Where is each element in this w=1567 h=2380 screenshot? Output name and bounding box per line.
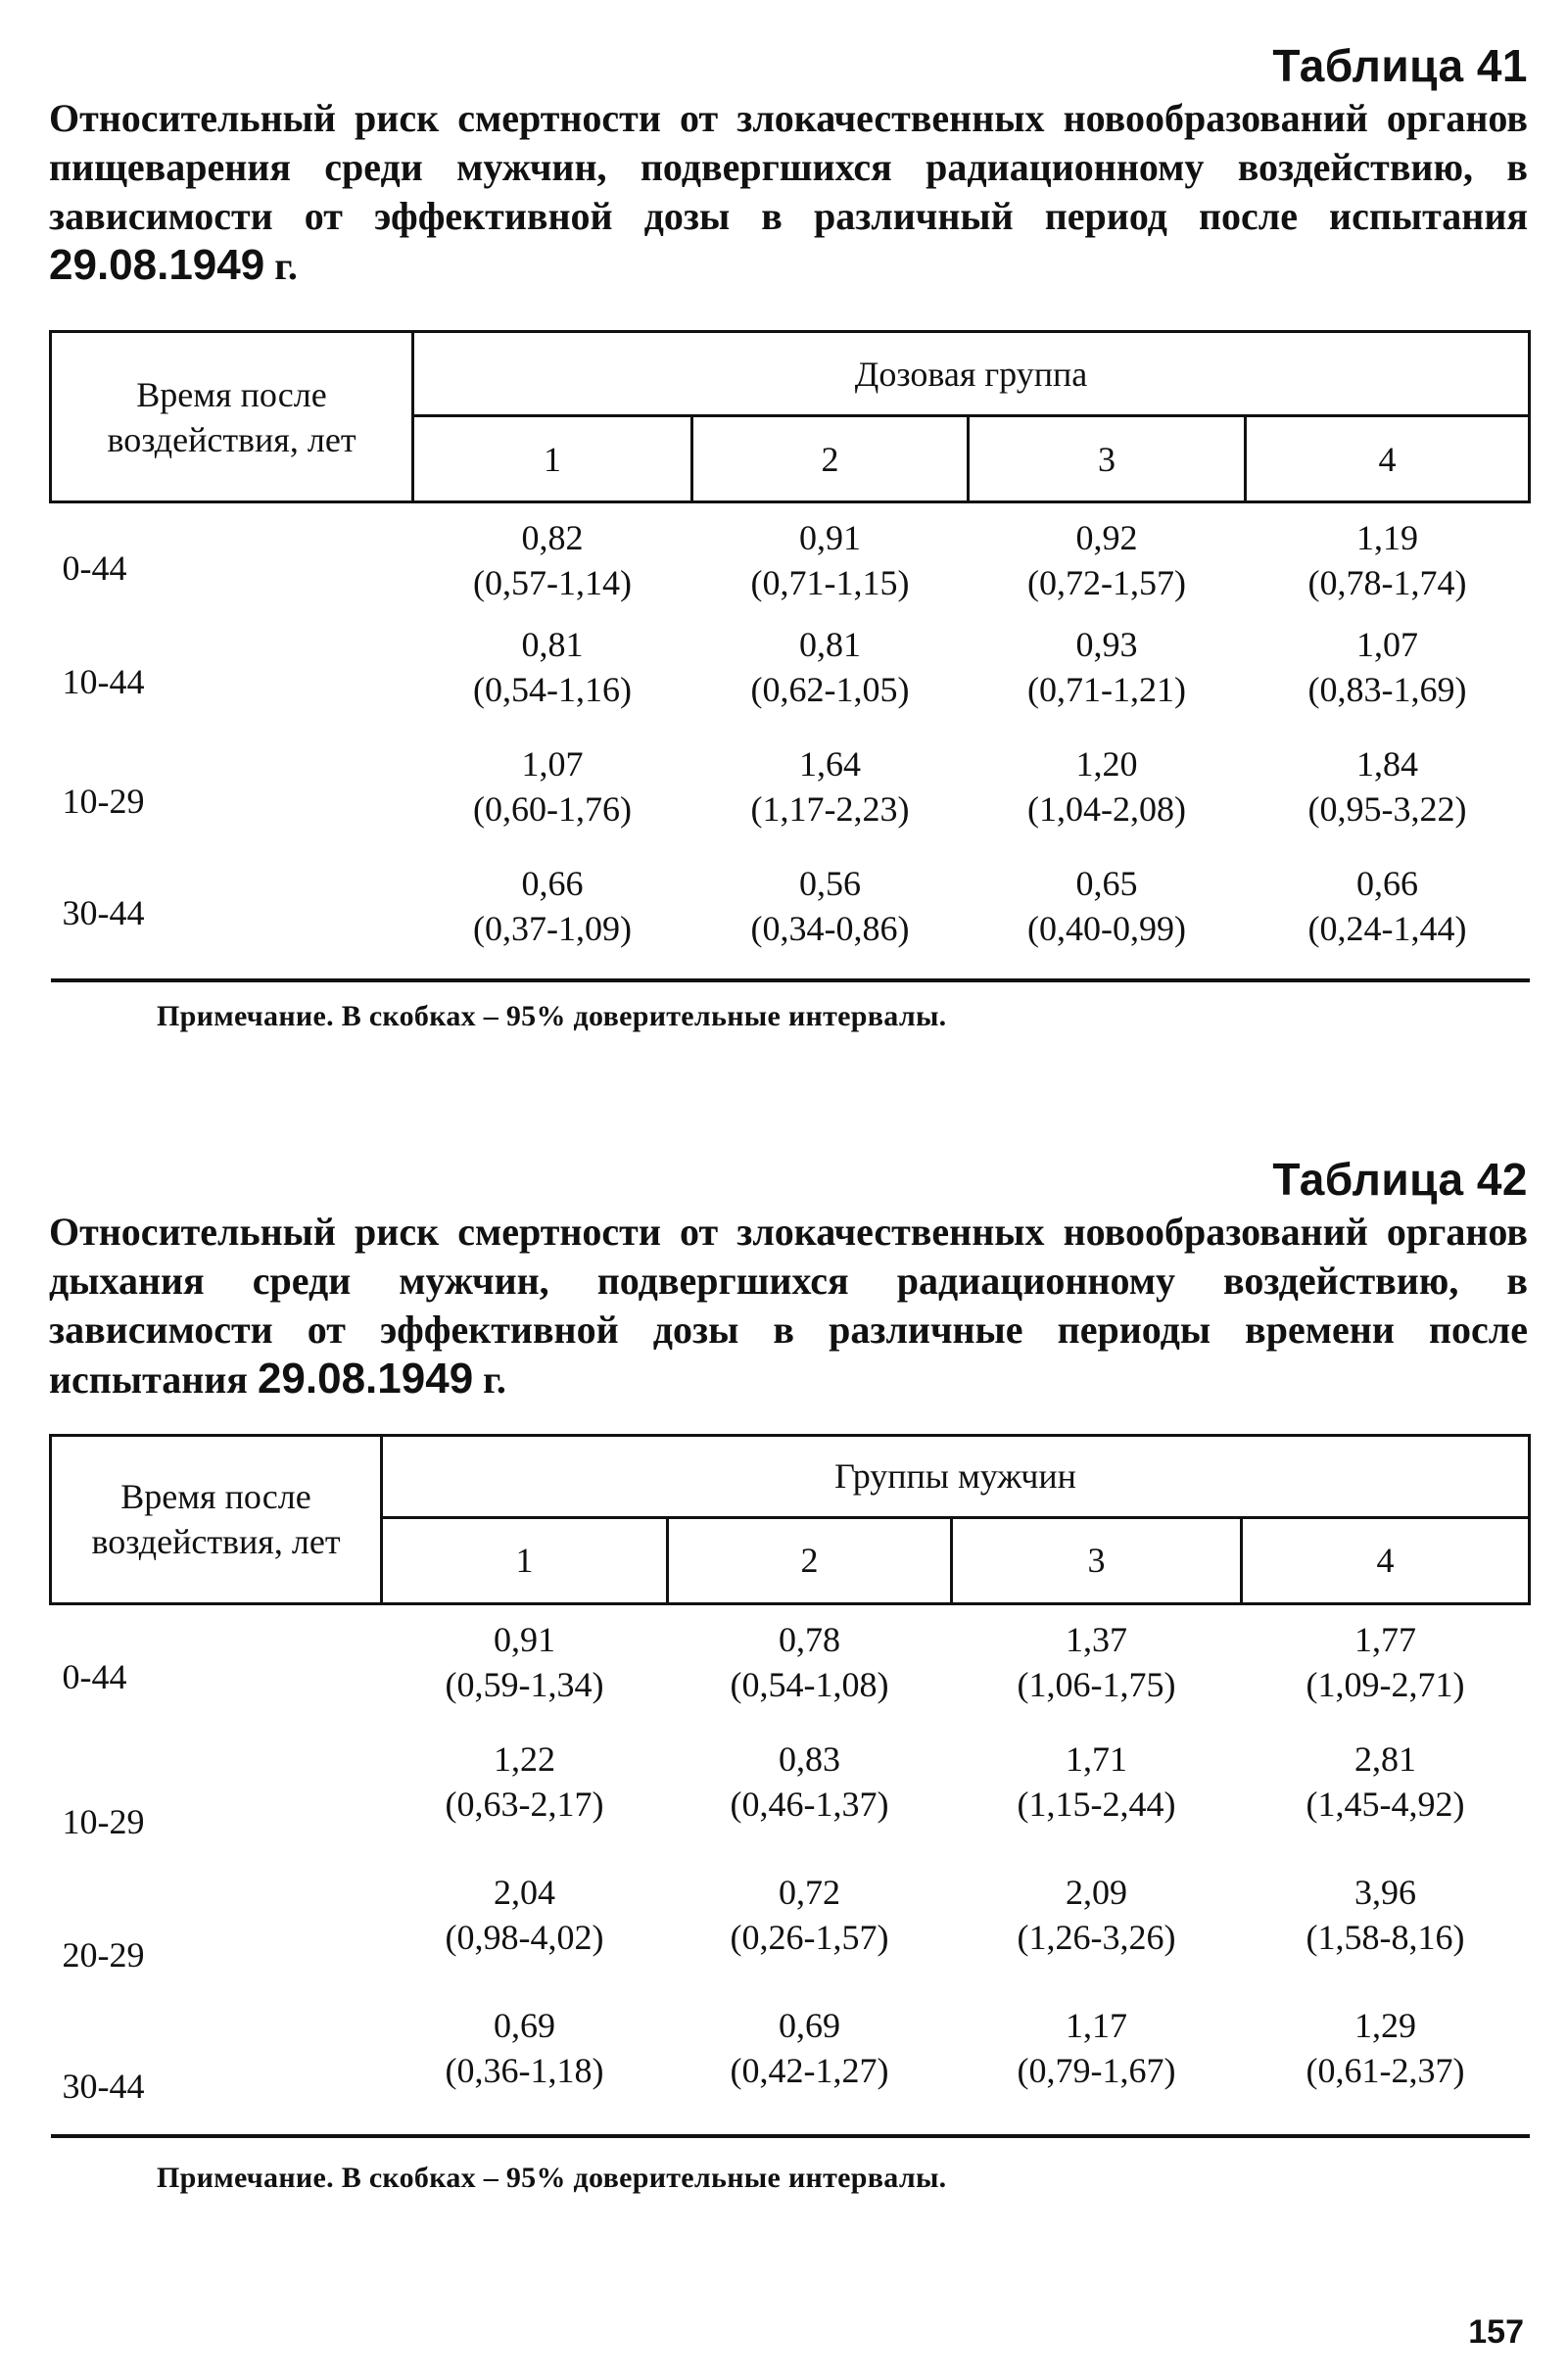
table-41-section <box>49 39 1528 1033</box>
table-42-col-2: 2 <box>668 1517 952 1603</box>
value-cell: 0,56 (0,34-0,86) <box>692 861 969 980</box>
value-cell: 0,69 (0,36-1,18) <box>382 2003 668 2136</box>
table-42-col-1: 1 <box>382 1517 668 1603</box>
time-cell: 10-44 <box>62 661 145 701</box>
table-42-header-time: Время после воздействия, лет <box>51 1435 382 1603</box>
time-cell: 10-29 <box>62 1802 145 1841</box>
table-41 <box>49 330 1531 982</box>
value-cell: 1,07 (0,83-1,69) <box>1307 624 1467 709</box>
table-41-title <box>49 94 1528 291</box>
table-41-col-4: 4 <box>1246 416 1530 502</box>
table-row <box>51 1737 1530 1870</box>
table-42-title-suffix: г. <box>483 1357 506 1402</box>
table-41-title-main: Относительный риск смертности от злокачественных новообразований органов пищеварения среди мужчин, подвергшихся радиационному воздействию, в зависимости от эффективной дозы в различный период после испытания <box>49 96 1528 238</box>
table-42-number: Таблица 42 <box>1272 1153 1528 1205</box>
time-cell: 0-44 <box>62 548 127 589</box>
value-cell: 0,65 (0,40-0,99) <box>969 861 1246 980</box>
table-row <box>51 861 1530 980</box>
table-42-col-3: 3 <box>952 1517 1242 1603</box>
table-42-note: Примечание. В скобках – 95% доверительные интервалы. <box>157 2162 947 2194</box>
table-42-title-main: Относительный риск смертности от злокачественных новообразований органов дыхания среди мужчин, подвергшихся радиационному воздействию, в зависимости от эффективной дозы в различные периоды времени после испытания <box>49 1209 1528 1402</box>
value-cell: 0,81 (0,62-1,05) <box>750 624 910 709</box>
table-42-header-group: Группы мужчин <box>382 1435 1530 1517</box>
value-cell: 0,66 (0,24-1,44) <box>1246 861 1530 980</box>
value-cell: 0,66 (0,37-1,09) <box>413 861 692 980</box>
value-cell: 0,93 (0,71-1,21) <box>1027 624 1186 709</box>
value-cell: 1,29 (0,61-2,37) <box>1242 2003 1530 2136</box>
table-41-number: Таблица 41 <box>1272 40 1528 91</box>
time-cell: 20-29 <box>62 1935 145 1975</box>
value-cell: 1,77 (1,09-2,71) <box>1306 1619 1465 1704</box>
table-41-title-suffix: г. <box>274 244 298 288</box>
value-cell: 1,37 (1,06-1,75) <box>1017 1619 1176 1704</box>
value-cell: 1,07 (0,60-1,76) <box>473 743 632 829</box>
table-42-col-4: 4 <box>1242 1517 1530 1603</box>
value-cell: 0,81 (0,54-1,16) <box>473 624 632 709</box>
value-cell: 1,64 (1,17-2,23) <box>750 743 910 829</box>
time-cell: 30-44 <box>51 2003 382 2136</box>
table-row <box>51 1870 1530 2003</box>
table-41-col-3: 3 <box>969 416 1246 502</box>
value-cell: 1,22 (0,63-2,17) <box>445 1739 604 1824</box>
table-41-header-time: Время после воздействия, лет <box>51 332 413 502</box>
table-row <box>51 1603 1530 1737</box>
table-row <box>51 502 1530 622</box>
value-cell: 3,96 (1,58-8,16) <box>1306 1873 1465 1957</box>
value-cell: 2,04 (0,98-4,02) <box>445 1873 604 1957</box>
value-cell: 0,83 (0,46-1,37) <box>730 1739 889 1824</box>
value-cell: 0,82 (0,57-1,14) <box>473 518 632 602</box>
value-cell: 0,91 (0,59-1,34) <box>445 1619 604 1704</box>
table-41-note: Примечание. В скобках – 95% доверительные интервалы. <box>157 999 947 1032</box>
table-row <box>51 741 1530 861</box>
table-41-col-2: 2 <box>692 416 969 502</box>
table-row <box>51 2003 1530 2136</box>
table-42-section <box>49 1153 1528 2196</box>
value-cell: 2,09 (1,26-3,26) <box>1017 1873 1176 1957</box>
table-42-title <box>49 1208 1528 1404</box>
value-cell: 2,81 (1,45-4,92) <box>1306 1739 1465 1824</box>
value-cell: 1,20 (1,04-2,08) <box>1027 743 1186 829</box>
value-cell: 0,91 (0,71-1,15) <box>750 518 910 602</box>
time-cell: 30-44 <box>51 861 413 980</box>
value-cell: 1,19 (0,78-1,74) <box>1307 518 1467 602</box>
time-cell: 10-29 <box>62 781 145 821</box>
table-41-header-group: Дозовая группа <box>413 332 1530 416</box>
time-cell: 0-44 <box>62 1656 127 1696</box>
table-41-col-1: 1 <box>413 416 692 502</box>
value-cell: 0,92 (0,72-1,57) <box>1027 518 1186 602</box>
table-42-title-date: 29.08.1949 <box>257 1354 474 1403</box>
value-cell: 1,17 (0,79-1,67) <box>952 2003 1242 2136</box>
value-cell: 0,69 (0,42-1,27) <box>668 2003 952 2136</box>
page-number: 157 <box>1468 2313 1524 2351</box>
value-cell: 0,72 (0,26-1,57) <box>730 1873 889 1957</box>
value-cell: 1,84 (0,95-3,22) <box>1307 743 1467 829</box>
value-cell: 1,71 (1,15-2,44) <box>1017 1739 1176 1824</box>
table-41-title-date: 29.08.1949 <box>49 241 265 289</box>
table-row <box>51 622 1530 741</box>
table-42 <box>49 1434 1531 2139</box>
value-cell: 0,78 (0,54-1,08) <box>730 1619 889 1704</box>
